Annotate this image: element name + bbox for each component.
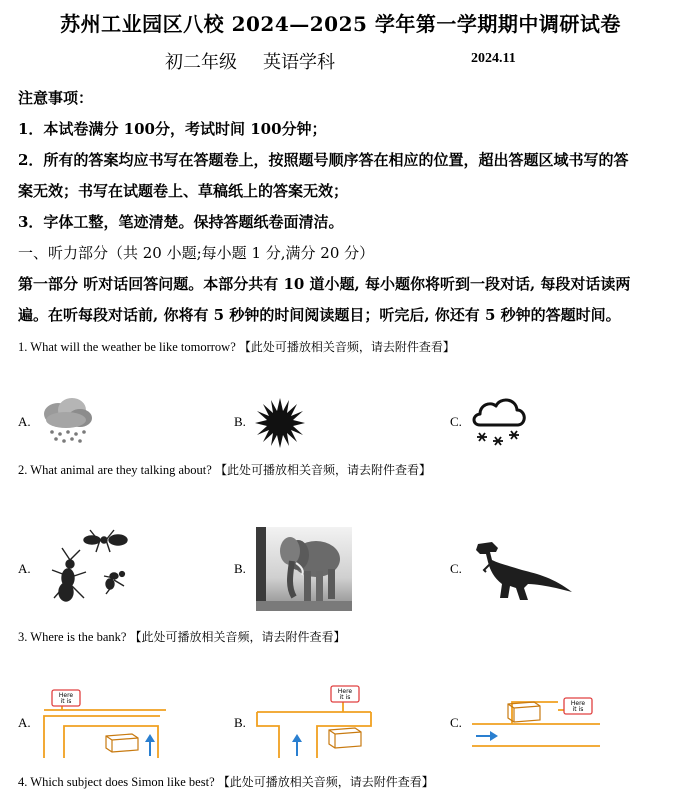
grade-label: 初二年级 <box>165 52 237 73</box>
map-a-label-2: it is <box>60 698 72 705</box>
q3-option-b[interactable]: B. <box>234 715 246 730</box>
exam-title: 苏州工业园区八校 2024—2025 学年第一学期期中调研试卷 <box>60 12 621 36</box>
q1-option-b[interactable]: B. <box>234 414 246 429</box>
q1-option-a[interactable]: A. <box>18 414 31 429</box>
map-a <box>40 690 170 758</box>
question-3-text: 3. Where is the bank? <box>18 630 127 644</box>
q2-option-a[interactable]: A. <box>18 561 31 576</box>
question-3-audio-note[interactable]: 【此处可播放相关音频，请去附件查看】 <box>129 630 346 644</box>
map-c <box>472 694 602 758</box>
instructions-heading: 注意事项： <box>18 89 94 107</box>
map-b-label-1: Here <box>337 688 353 695</box>
ants-image <box>38 528 134 608</box>
question-2 <box>18 461 431 478</box>
question-1 <box>18 338 455 355</box>
map-c-label-2: it is <box>572 706 584 713</box>
snow-cloud-icon <box>470 395 528 447</box>
question-2-text: 2. What animal are they talking about? <box>18 463 212 477</box>
map-b <box>255 686 375 758</box>
part-intro-line-1: 第一部分 听对话回答问题。本部分共有 10 道小题, 每小题你将听到一段对话, 每段对话读两 <box>18 275 631 293</box>
instruction-item-1: 1．本试卷满分 100分，考试时间 100分钟； <box>18 120 327 138</box>
part-intro-line-2: 遍。在听每段对话前, 你将有 5 秒钟的时间阅读题目；听完后, 你还有 5 秒钟的答题时间。 <box>18 306 621 324</box>
q3-option-a[interactable]: A. <box>18 715 31 730</box>
map-c-label-1: Here <box>570 700 586 707</box>
map-b-label-2: it is <box>339 694 351 701</box>
instruction-item-2-cont: 案无效；书写在试题卷上、草稿纸上的答案无效； <box>18 182 349 200</box>
exam-date: 2024.11 <box>471 51 516 66</box>
question-4-text: 4. Which subject does Simon like best? <box>18 775 215 789</box>
instruction-item-3: 3．字体工整，笔迹清楚。保持答题纸卷面清洁。 <box>18 213 344 231</box>
q1-option-c[interactable]: C. <box>450 414 462 429</box>
question-3 <box>18 628 346 645</box>
question-2-audio-note[interactable]: 【此处可播放相关音频，请去附件查看】 <box>214 463 431 477</box>
map-a-label-1: Here <box>58 692 74 699</box>
q2-option-c[interactable]: C. <box>450 561 462 576</box>
sun-icon <box>255 398 305 448</box>
q3-option-c[interactable]: C. <box>450 715 462 730</box>
question-1-audio-note[interactable]: 【此处可播放相关音频，请去附件查看】 <box>238 340 455 354</box>
exam-subtitle <box>165 48 335 74</box>
question-4-audio-note[interactable]: 【此处可播放相关音频，请去附件查看】 <box>217 775 434 789</box>
elephant-photo <box>256 527 352 611</box>
section-title: 一、听力部分（共 20 小题;每小题 1 分,满分 20 分） <box>18 244 375 262</box>
rain-cloud-icon <box>38 396 96 444</box>
dinosaur-image <box>470 538 574 604</box>
subject-label: 英语学科 <box>263 52 335 73</box>
question-1-text: 1. What will the weather be like tomorrow? <box>18 340 236 354</box>
q2-option-b[interactable]: B. <box>234 561 246 576</box>
question-4 <box>18 773 434 790</box>
instruction-item-2: 2．所有的答案均应书写在答题卷上，按照题号顺序答在相应的位置，超出答题区域书写的答 <box>18 151 629 169</box>
